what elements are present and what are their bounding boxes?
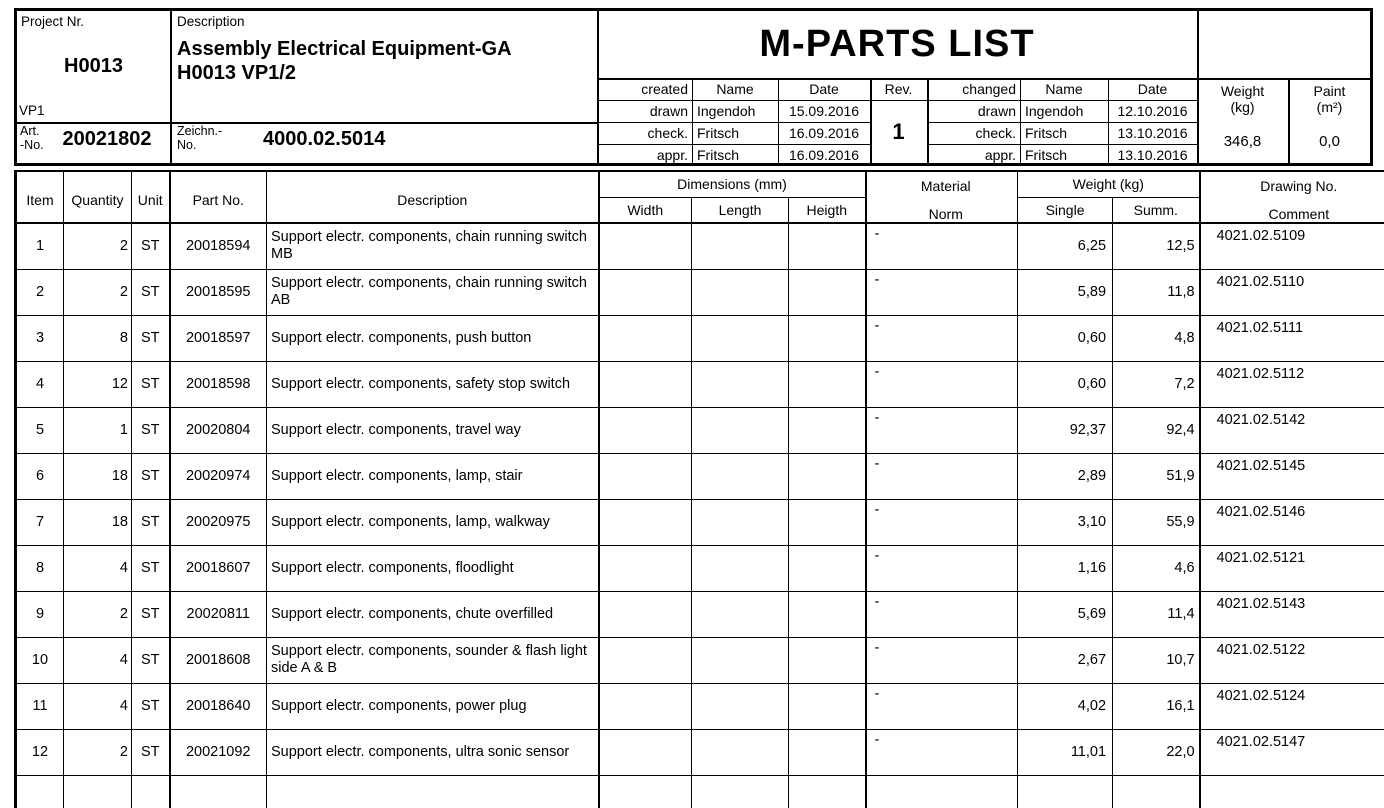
parts-cell-weight-single: 11,01 — [1018, 729, 1113, 775]
changed-row-label: check. — [975, 125, 1016, 141]
parts-table-row — [16, 361, 1384, 407]
header-comment: Comment — [1268, 205, 1330, 222]
parts-cell-part-no: 20018595 — [170, 269, 267, 315]
parts-cell-heigth — [789, 269, 866, 315]
header-length: Length — [692, 197, 789, 223]
parts-cell-weight-summ: 12,5 — [1113, 223, 1200, 269]
parts-cell-description: Support electr. components, power plug — [267, 683, 599, 729]
parts-cell-unit: ST — [132, 453, 170, 499]
parts-cell-weight-single: 2,67 — [1018, 637, 1113, 683]
parts-cell-heigth — [789, 591, 866, 637]
parts-cell-width — [599, 499, 692, 545]
parts-cell-weight-summ: 22,0 — [1113, 729, 1200, 775]
header-norm: Norm — [928, 205, 963, 222]
parts-cell-weight-summ: 10,7 — [1113, 637, 1200, 683]
parts-cell-quantity: 4 — [64, 545, 132, 591]
art-no-label: Art. -No. — [20, 124, 44, 152]
divider — [170, 11, 172, 163]
parts-cell-width — [599, 407, 692, 453]
parts-table — [14, 170, 1384, 808]
created-row-label: check. — [647, 125, 688, 141]
parts-cell-drawing-no: 4021.02.5147 — [1200, 729, 1384, 775]
parts-cell-heigth — [789, 499, 866, 545]
header-width: Width — [599, 197, 692, 223]
parts-cell-length — [692, 775, 789, 808]
parts-cell-part-no: 20020975 — [170, 499, 267, 545]
parts-cell-description: Support electr. components, chute overfilled — [267, 591, 599, 637]
parts-cell-quantity: 18 — [64, 499, 132, 545]
parts-cell-description: Support electr. components, safety stop switch — [267, 361, 599, 407]
parts-cell-description: Support electr. components, lamp, stair — [267, 453, 599, 499]
parts-cell-material: - — [866, 637, 1018, 683]
weight-label: Weight (kg) — [1220, 83, 1265, 115]
parts-cell-item: 10 — [16, 637, 64, 683]
parts-cell-heigth — [789, 683, 866, 729]
parts-table-row — [16, 223, 1384, 269]
parts-cell-weight-summ: 11,8 — [1113, 269, 1200, 315]
parts-cell-length — [692, 361, 789, 407]
parts-cell-item: 8 — [16, 545, 64, 591]
parts-cell-material: - — [866, 545, 1018, 591]
parts-cell-unit: ST — [132, 315, 170, 361]
created-row-date: 16.09.2016 — [788, 147, 860, 163]
header-weight-group: Weight (kg) — [1018, 171, 1200, 197]
description-line1: Assembly Electrical Equipment-GA — [177, 38, 512, 60]
parts-cell-drawing-no: 4021.02.5142 — [1200, 407, 1384, 453]
parts-cell-weight-summ: 16,1 — [1113, 683, 1200, 729]
parts-cell-unit: ST — [132, 499, 170, 545]
parts-cell-material — [866, 775, 1018, 808]
parts-cell-part-no: 20018608 — [170, 637, 267, 683]
parts-cell-unit: ST — [132, 361, 170, 407]
created-row-label: drawn — [649, 103, 688, 119]
parts-cell-drawing-no: 4021.02.5109 — [1200, 223, 1384, 269]
parts-cell-length — [692, 407, 789, 453]
parts-cell-weight-summ: 92,4 — [1113, 407, 1200, 453]
header-quantity: Quantity — [64, 171, 132, 223]
parts-cell-quantity: 12 — [64, 361, 132, 407]
parts-cell-item: 12 — [16, 729, 64, 775]
parts-table-row — [16, 269, 1384, 315]
description-line2: H0013 VP1/2 — [177, 62, 296, 84]
created-row-name: Fritsch — [697, 147, 739, 163]
header-item: Item — [16, 171, 64, 223]
parts-cell-material: - — [866, 729, 1018, 775]
parts-cell-heigth — [789, 407, 866, 453]
parts-cell-heigth — [789, 361, 866, 407]
parts-cell-material: - — [866, 407, 1018, 453]
zeichn-no-label: Zeichn.- No. — [177, 124, 223, 152]
changed-row-name: Fritsch — [1025, 147, 1067, 163]
parts-cell-drawing-no: 4021.02.5112 — [1200, 361, 1384, 407]
parts-cell-width — [599, 545, 692, 591]
parts-cell-drawing-no: 4021.02.5111 — [1200, 315, 1384, 361]
parts-cell-part-no: 20021092 — [170, 729, 267, 775]
parts-cell-description: Support electr. components, sounder & flash light side A & B — [267, 637, 599, 683]
parts-cell-weight-single: 5,89 — [1018, 269, 1113, 315]
parts-cell-weight-single: 6,25 — [1018, 223, 1113, 269]
parts-table-row — [16, 683, 1384, 729]
parts-cell-quantity: 2 — [64, 591, 132, 637]
parts-cell-part-no: 20018594 — [170, 223, 267, 269]
created-row-date: 15.09.2016 — [788, 103, 860, 119]
parts-cell-quantity — [64, 775, 132, 808]
header-drawing-comment — [1200, 171, 1384, 223]
parts-cell-width — [599, 315, 692, 361]
parts-table-row — [16, 407, 1384, 453]
parts-cell-weight-summ: 7,2 — [1113, 361, 1200, 407]
parts-cell-material: - — [866, 499, 1018, 545]
parts-cell-quantity: 18 — [64, 453, 132, 499]
parts-cell-weight-single — [1018, 775, 1113, 808]
parts-cell-weight-single: 5,69 — [1018, 591, 1113, 637]
created-row-name: Ingendoh — [697, 103, 756, 119]
parts-cell-description: Support electr. components, ultra sonic sensor — [267, 729, 599, 775]
project-nr-label: Project Nr. — [21, 14, 85, 29]
rev-label: Rev. — [884, 81, 913, 97]
parts-cell-drawing-no: 4021.02.5146 — [1200, 499, 1384, 545]
parts-cell-length — [692, 545, 789, 591]
parts-cell-width — [599, 729, 692, 775]
parts-cell-description: Support electr. components, travel way — [267, 407, 599, 453]
parts-cell-material: - — [866, 361, 1018, 407]
header-material: Material — [920, 177, 971, 194]
changed-name-header: Name — [1045, 81, 1083, 97]
divider — [17, 122, 599, 124]
header-part-no: Part No. — [170, 171, 267, 223]
parts-cell-weight-single: 4,02 — [1018, 683, 1113, 729]
parts-cell-item: 2 — [16, 269, 64, 315]
parts-cell-part-no: 20018597 — [170, 315, 267, 361]
parts-cell-part-no: 20018598 — [170, 361, 267, 407]
rev-value: 1 — [892, 118, 905, 144]
parts-cell-material: - — [866, 223, 1018, 269]
parts-cell-weight-summ: 4,8 — [1113, 315, 1200, 361]
parts-cell-heigth — [789, 729, 866, 775]
changed-row-label: drawn — [977, 103, 1016, 119]
header-unit: Unit — [132, 171, 170, 223]
zeichn-no-value: 4000.02.5014 — [263, 128, 386, 150]
parts-cell-quantity: 2 — [64, 223, 132, 269]
parts-table-row-partial — [16, 775, 1384, 808]
parts-cell-material: - — [866, 591, 1018, 637]
changed-row-date: 12.10.2016 — [1117, 103, 1188, 119]
changed-label: changed — [962, 81, 1016, 97]
parts-cell-item — [16, 775, 64, 808]
parts-cell-quantity: 1 — [64, 407, 132, 453]
description-label: Description — [177, 14, 245, 29]
parts-cell-part-no — [170, 775, 267, 808]
document-title: M-PARTS LIST — [759, 22, 1035, 65]
weight-value: 346,8 — [1223, 133, 1262, 150]
parts-cell-length — [692, 315, 789, 361]
parts-cell-length — [692, 269, 789, 315]
parts-cell-material: - — [866, 269, 1018, 315]
changed-row-name: Fritsch — [1025, 125, 1067, 141]
parts-cell-weight-summ: 51,9 — [1113, 453, 1200, 499]
parts-cell-unit: ST — [132, 683, 170, 729]
title-block — [14, 8, 1373, 166]
parts-cell-heigth — [789, 545, 866, 591]
parts-cell-unit: ST — [132, 545, 170, 591]
parts-cell-part-no: 20018607 — [170, 545, 267, 591]
parts-cell-unit: ST — [132, 637, 170, 683]
created-label: created — [641, 81, 688, 97]
parts-cell-part-no: 20020811 — [170, 591, 267, 637]
parts-cell-item: 11 — [16, 683, 64, 729]
parts-cell-part-no: 20020974 — [170, 453, 267, 499]
parts-cell-quantity: 8 — [64, 315, 132, 361]
parts-table-row — [16, 591, 1384, 637]
parts-cell-quantity: 2 — [64, 729, 132, 775]
parts-cell-weight-single: 0,60 — [1018, 315, 1113, 361]
parts-cell-width — [599, 453, 692, 499]
parts-cell-heigth — [789, 775, 866, 808]
parts-cell-weight-summ: 11,4 — [1113, 591, 1200, 637]
parts-cell-unit — [132, 775, 170, 808]
parts-cell-weight-summ: 55,9 — [1113, 499, 1200, 545]
parts-cell-drawing-no: 4021.02.5121 — [1200, 545, 1384, 591]
parts-cell-unit: ST — [132, 591, 170, 637]
parts-cell-length — [692, 223, 789, 269]
parts-cell-weight-single: 3,10 — [1018, 499, 1113, 545]
parts-cell-item: 3 — [16, 315, 64, 361]
description-value — [177, 37, 512, 85]
parts-cell-weight-single: 2,89 — [1018, 453, 1113, 499]
parts-cell-item: 9 — [16, 591, 64, 637]
parts-cell-part-no: 20018640 — [170, 683, 267, 729]
created-row-date: 16.09.2016 — [788, 125, 860, 141]
parts-cell-drawing-no — [1200, 775, 1384, 808]
parts-cell-width — [599, 683, 692, 729]
art-no-value: 20021802 — [62, 128, 152, 150]
header-single: Single — [1018, 197, 1113, 223]
parts-cell-material: - — [866, 683, 1018, 729]
changed-date-header: Date — [1137, 81, 1168, 97]
parts-cell-quantity: 2 — [64, 269, 132, 315]
parts-cell-width — [599, 361, 692, 407]
parts-cell-length — [692, 683, 789, 729]
parts-cell-length — [692, 729, 789, 775]
project-nr-value: H0013 — [64, 55, 123, 77]
changed-row-date: 13.10.2016 — [1117, 125, 1188, 141]
header-dimensions-group: Dimensions (mm) — [599, 171, 866, 197]
parts-cell-weight-single: 1,16 — [1018, 545, 1113, 591]
header-summ: Summ. — [1113, 197, 1200, 223]
parts-cell-description: Support electr. components, floodlight — [267, 545, 599, 591]
parts-cell-length — [692, 499, 789, 545]
parts-table-header — [16, 171, 1384, 223]
parts-cell-item: 6 — [16, 453, 64, 499]
parts-cell-width — [599, 637, 692, 683]
parts-cell-description: Support electr. components, chain running switch AB — [267, 269, 599, 315]
created-row-name: Fritsch — [697, 125, 739, 141]
parts-cell-unit: ST — [132, 407, 170, 453]
parts-cell-description: Support electr. components, lamp, walkway — [267, 499, 599, 545]
parts-cell-heigth — [789, 315, 866, 361]
parts-table-row — [16, 453, 1384, 499]
parts-cell-unit: ST — [132, 269, 170, 315]
changed-row-label: appr. — [984, 147, 1016, 163]
parts-cell-width — [599, 269, 692, 315]
project-sub-value: VP1 — [19, 103, 45, 118]
parts-cell-heigth — [789, 223, 866, 269]
changed-row-date: 13.10.2016 — [1117, 147, 1188, 163]
parts-cell-description: Support electr. components, push button — [267, 315, 599, 361]
parts-cell-heigth — [789, 637, 866, 683]
paint-value: 0,0 — [1319, 133, 1340, 150]
created-row-label: appr. — [656, 147, 688, 163]
parts-cell-drawing-no: 4021.02.5145 — [1200, 453, 1384, 499]
parts-table-body — [16, 223, 1384, 808]
parts-cell-weight-single: 0,60 — [1018, 361, 1113, 407]
parts-table-row — [16, 729, 1384, 775]
parts-cell-length — [692, 591, 789, 637]
parts-table-row — [16, 637, 1384, 683]
parts-cell-material: - — [866, 453, 1018, 499]
parts-cell-item: 7 — [16, 499, 64, 545]
changed-row-name: Ingendoh — [1025, 103, 1084, 119]
parts-cell-drawing-no: 4021.02.5143 — [1200, 591, 1384, 637]
parts-cell-weight-summ: 4,6 — [1113, 545, 1200, 591]
parts-cell-heigth — [789, 453, 866, 499]
parts-cell-item: 5 — [16, 407, 64, 453]
created-date-header: Date — [809, 81, 839, 97]
created-name-header: Name — [716, 81, 754, 97]
parts-cell-width — [599, 223, 692, 269]
parts-cell-length — [692, 637, 789, 683]
parts-cell-description: Support electr. components, chain running switch MB — [267, 223, 599, 269]
parts-cell-item: 1 — [16, 223, 64, 269]
header-description: Description — [267, 171, 599, 223]
parts-cell-drawing-no: 4021.02.5122 — [1200, 637, 1384, 683]
header-drawing-no: Drawing No. — [1260, 177, 1338, 194]
parts-cell-weight-single: 92,37 — [1018, 407, 1113, 453]
parts-cell-width — [599, 591, 692, 637]
parts-cell-part-no: 20020804 — [170, 407, 267, 453]
parts-cell-unit: ST — [132, 729, 170, 775]
parts-table-row — [16, 499, 1384, 545]
parts-cell-width — [599, 775, 692, 808]
header-material-norm — [866, 171, 1018, 223]
parts-cell-item: 4 — [16, 361, 64, 407]
parts-table-row — [16, 545, 1384, 591]
parts-cell-drawing-no: 4021.02.5110 — [1200, 269, 1384, 315]
parts-cell-material: - — [866, 315, 1018, 361]
parts-cell-quantity: 4 — [64, 683, 132, 729]
paint-label: Paint (m²) — [1313, 83, 1346, 115]
parts-cell-drawing-no: 4021.02.5124 — [1200, 683, 1384, 729]
parts-cell-weight-summ — [1113, 775, 1200, 808]
parts-cell-quantity: 4 — [64, 637, 132, 683]
parts-cell-length — [692, 453, 789, 499]
parts-cell-description — [267, 775, 599, 808]
parts-cell-unit: ST — [132, 223, 170, 269]
header-heigth: Heigth — [789, 197, 866, 223]
parts-table-row — [16, 315, 1384, 361]
